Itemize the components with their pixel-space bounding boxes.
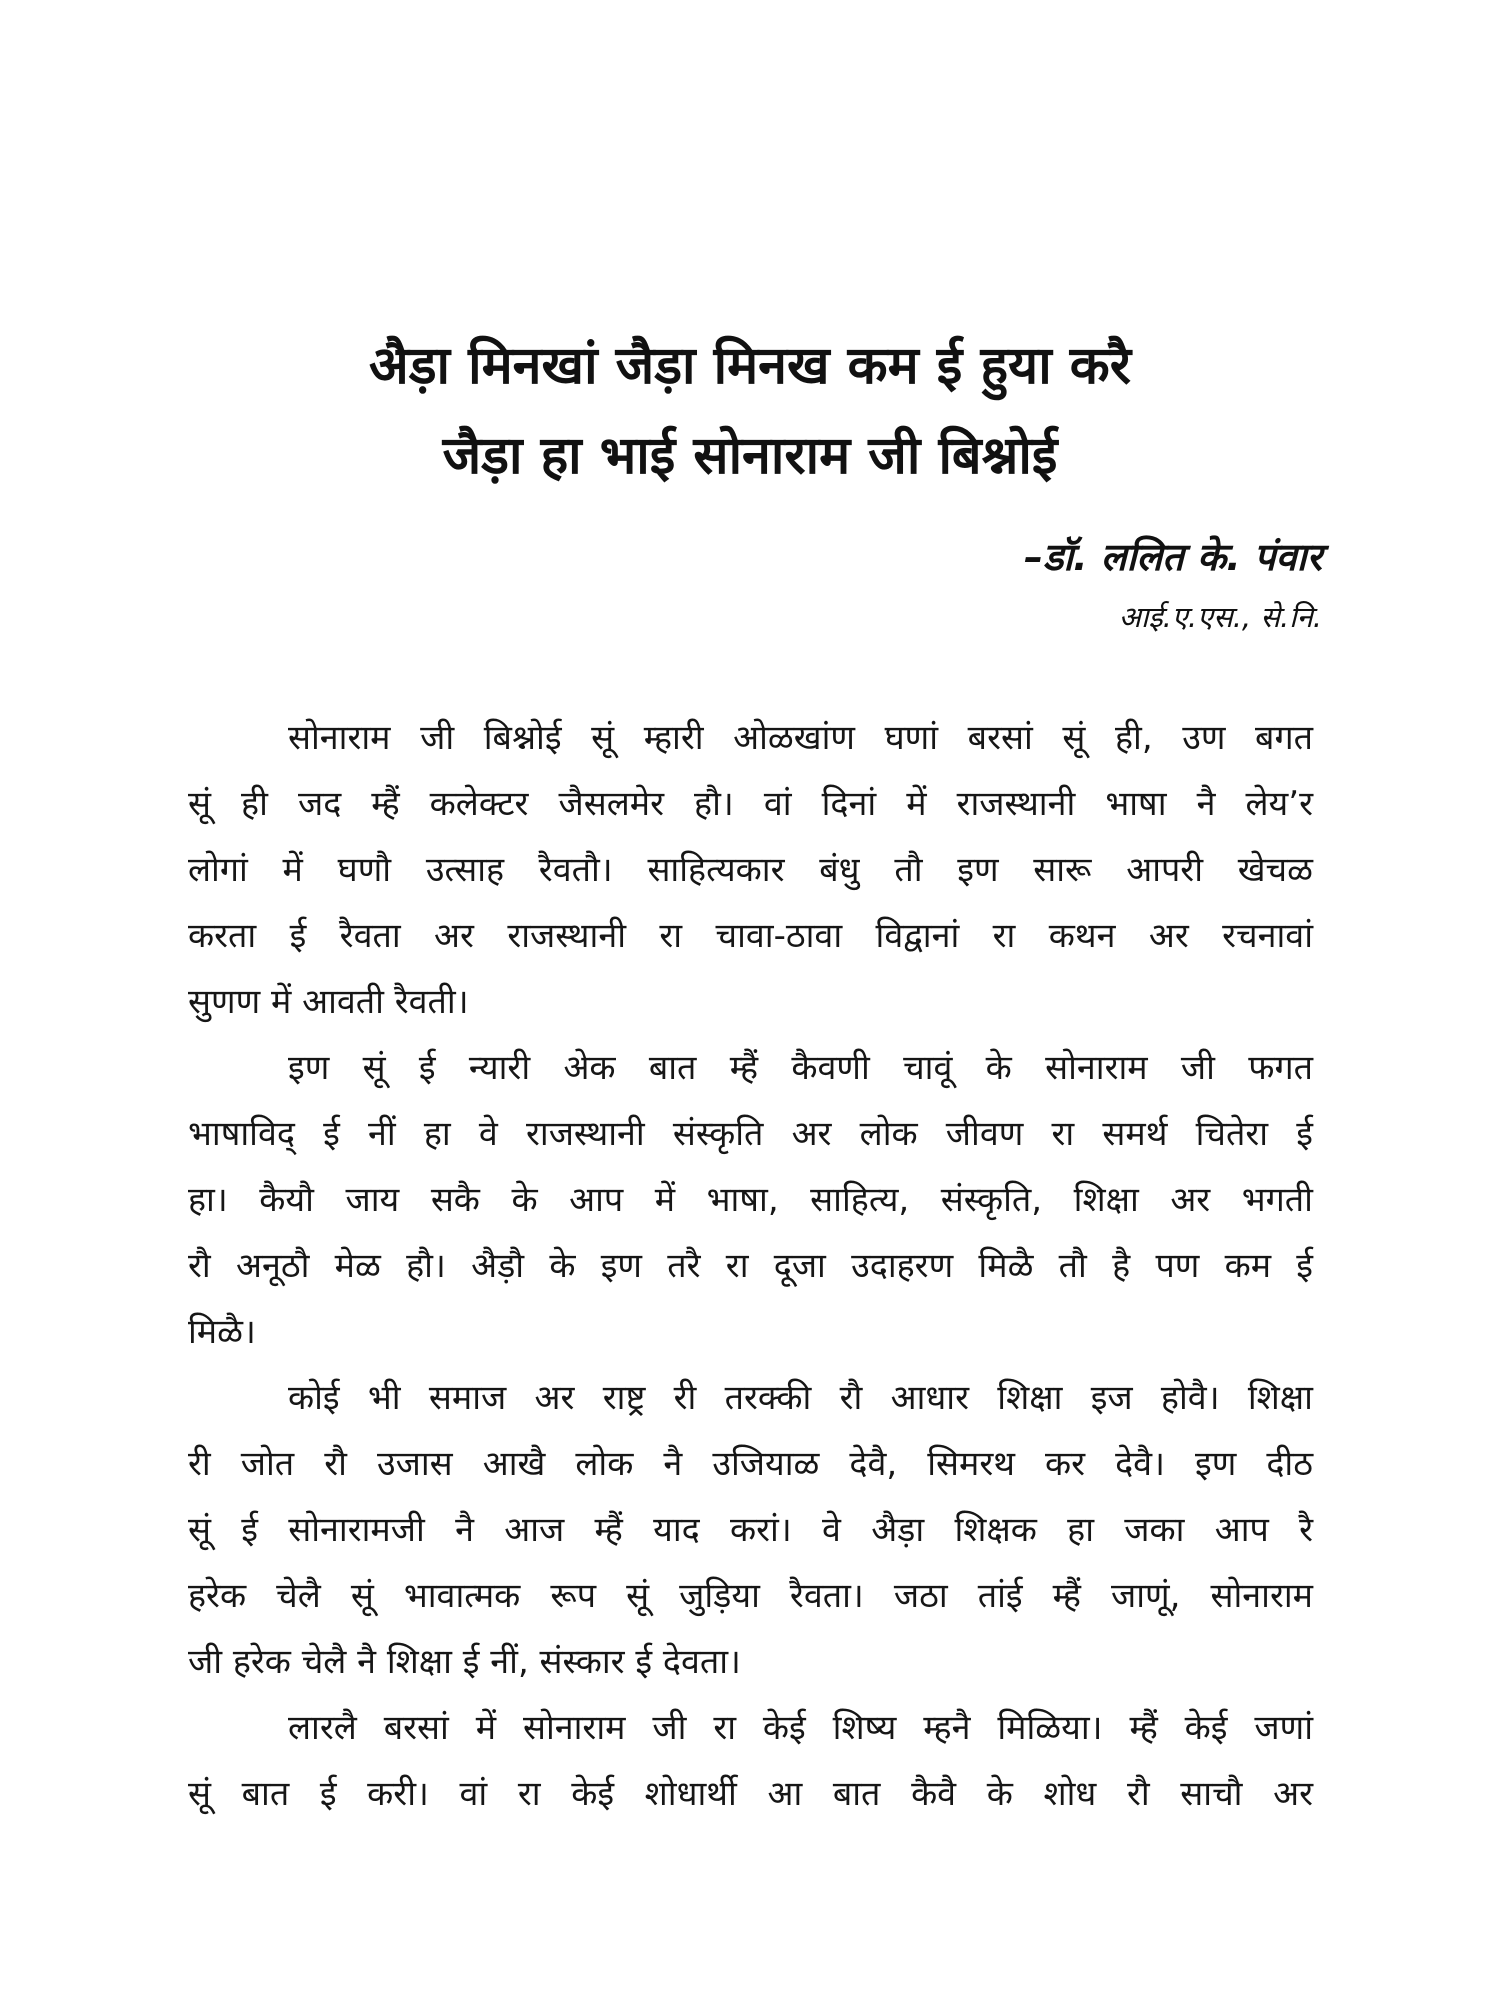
paragraph-3-line-4: हरेक चेलै सूं भावात्मक रूप सूं जुड़िया रैवता। जठा तांई म्हैं जाणूं, सोनाराम	[188, 1576, 1313, 1616]
paragraph-2-line-4: रौ अनूठौ मेळ हौ। अैड़ौ के इण तरै रा दूजा उदाहरण मिळै तौ है पण कम ई	[188, 1246, 1313, 1286]
author-designation: आई.ए.एस., से.नि.	[1118, 600, 1322, 634]
article-body	[188, 705, 1313, 1827]
paragraph-3-line-2: री जोत रौ उजास आखै लोक नै उजियाळ देवै, सिमरथ कर देवै। इण दीठ	[188, 1444, 1313, 1484]
title-line-1: अैड़ा मिनखां जैड़ा मिनख कम ई हुया करै	[368, 336, 1131, 396]
paragraph-1-line-1: सोनाराम जी बिश्नोई सूं म्हारी ओळखांण घणां बरसां सूं ही, उण बगत	[288, 718, 1313, 758]
author-name: –डॉ. ललित के. पंवार	[1023, 535, 1322, 579]
paragraph-4-line-2: सूं बात ई करी। वां रा केई शोधार्थी आ बात कैवै के शोध रौ साचौ अर	[188, 1774, 1313, 1814]
paragraph-1-line-3: लोगां में घणौ उत्साह रैवतौ। साहित्यकार बंधु तौ इण सारू आपरी खेचळ	[188, 850, 1313, 890]
paragraph-1-line-5: सुणण में आवती रैवती।	[188, 982, 469, 1022]
paragraph-2-line-5: मिळै।	[188, 1312, 256, 1352]
paragraph-3-line-5: जी हरेक चेलै नै शिक्षा ई नीं, संस्कार ई देवता।	[188, 1642, 741, 1682]
paragraph-1-line-2: सूं ही जद म्हैं कलेक्टर जैसलमेर हौ। वां दिनां में राजस्थानी भाषा नै लेय’र	[188, 784, 1313, 824]
title-line-2: जैड़ा हा भाई सोनाराम जी बिश्नोई	[442, 426, 1058, 486]
paragraph-4-line-1: लारलै बरसां में सोनाराम जी रा केई शिष्य म्हनै मिळिया। म्हैं केई जणां	[288, 1708, 1313, 1748]
paragraph-2-line-1: इण सूं ई न्यारी अेक बात म्हैं कैवणी चावूं के सोनाराम जी फगत	[288, 1048, 1313, 1088]
paragraph-2-line-3: हा। कैयौ जाय सकै के आप में भाषा, साहित्य, संस्कृति, शिक्षा अर भगती	[188, 1180, 1313, 1220]
paragraph-3-line-1: कोई भी समाज अर राष्ट्र री तरक्की रौ आधार शिक्षा इज होवै। शिक्षा	[288, 1378, 1313, 1418]
paragraph-3-line-3: सूं ई सोनारामजी नै आज म्हैं याद करां। वे अैड़ा शिक्षक हा जका आप रै	[188, 1510, 1313, 1550]
paragraph-1-line-4: करता ई रैवता अर राजस्थानी रा चावा-ठावा विद्वानां रा कथन अर रचनावां	[188, 916, 1313, 956]
paragraph-2-line-2: भाषाविद् ई नीं हा वे राजस्थानी संस्कृति अर लोक जीवण रा समर्थ चितेरा ई	[188, 1114, 1313, 1154]
